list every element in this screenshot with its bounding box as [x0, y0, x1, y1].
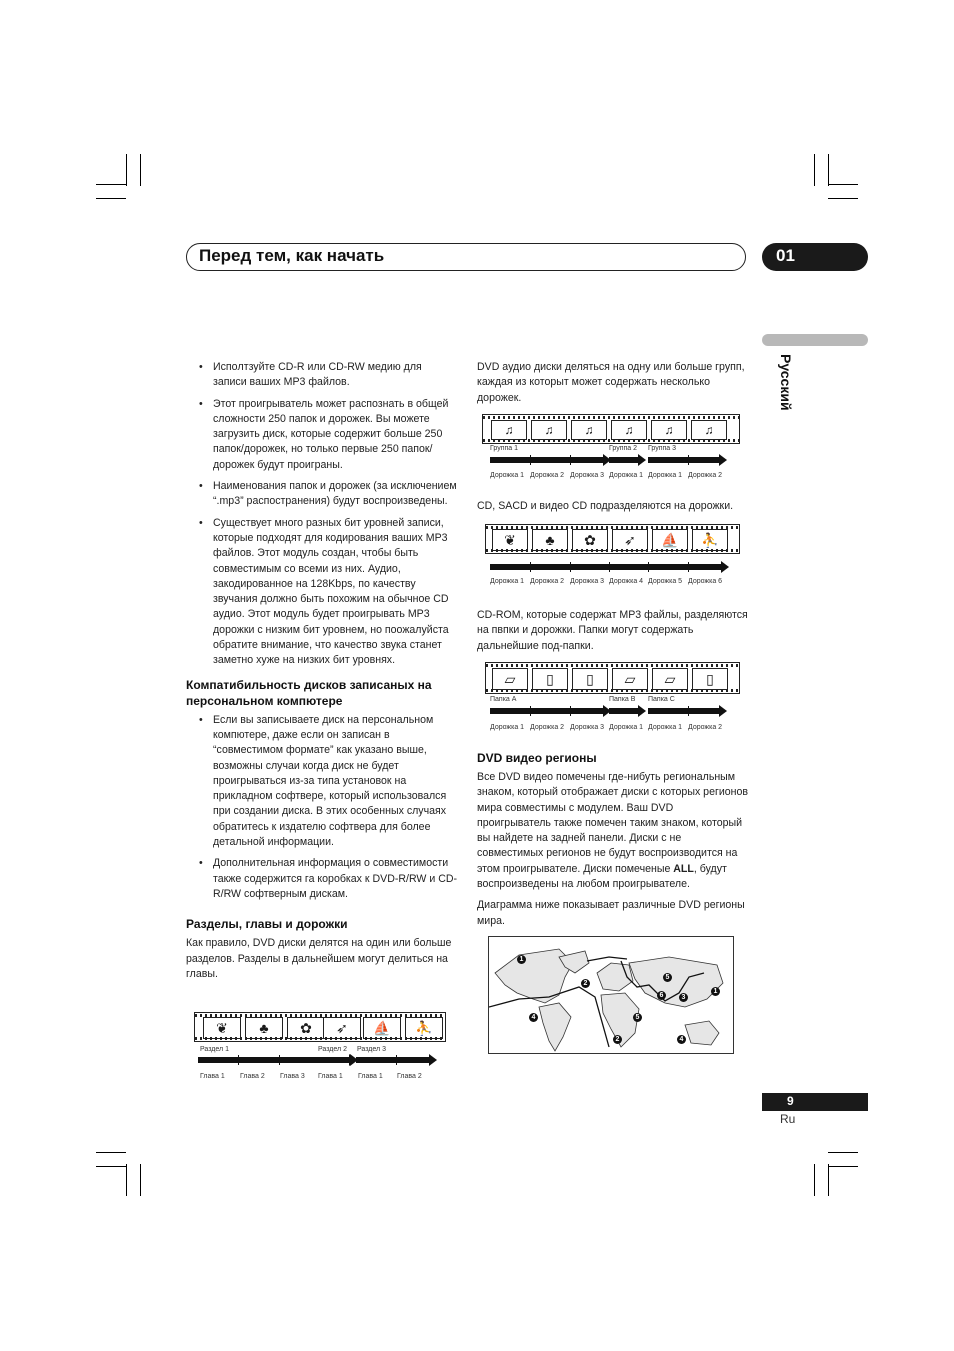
crop-mark: [828, 1166, 858, 1167]
list-item: • Если вы записываете диск на персональном компютере, даже если он записан в “совместимом формате” как указано выше, возможны случаи когда диск не будет проигрываться из-за типа установок на прикладном софтвере, который использовался при создании диска. В этих особенных случаях обратитесь к издателю софтвера для более детальной информации.: [186, 713, 458, 851]
title-arrow: [317, 1057, 351, 1063]
page-number: 9: [762, 1093, 868, 1111]
region-marker: 5: [633, 1013, 642, 1022]
disc-frame: ♫: [571, 420, 607, 440]
crop-mark: [140, 1164, 141, 1196]
disc-frame: ♫: [611, 420, 647, 440]
disc-strip: [194, 1012, 446, 1042]
regions-all-mark: ALL: [673, 862, 694, 875]
track-divider: [688, 455, 689, 465]
disc-frame: ♫: [651, 420, 687, 440]
crop-mark: [126, 154, 127, 186]
crop-mark: [828, 1164, 829, 1196]
map-intro: Диаграмма ниже показывает различные DVD регионы мира.: [477, 899, 745, 927]
chapter-label: Глава 3: [280, 1073, 305, 1080]
flower-icon: ✿: [287, 1017, 325, 1039]
track-label: Дорожка 6: [688, 578, 723, 585]
region-marker: 6: [657, 991, 666, 1000]
track-divider: [648, 562, 649, 572]
regions-text: Все DVD видео помечены где-нибуть региональным знаком, который отображает диски с которых регионов мира совместимы с модулем. Ваш DVD проигрыватель также помечен таким знаком, который вы найдете на задней панели. Диски с не совместимых регионов не будут воспроизводится на этом проигрывателе. Диски помеченые: [477, 771, 749, 875]
folder-icon: ▱: [612, 668, 648, 690]
leaf-icon: ❦: [203, 1017, 241, 1039]
track-label: Дорожка 5: [648, 578, 683, 585]
track-divider: [570, 706, 571, 716]
track-divider: [530, 706, 531, 716]
title-label: Раздел 1: [200, 1046, 229, 1053]
tree-icon: ♣: [532, 529, 568, 551]
page-language-code: Ru: [780, 1112, 796, 1126]
crop-mark: [828, 1152, 858, 1153]
group-label: Группа 2: [609, 445, 638, 452]
regions-heading: DVD видео регионы: [477, 751, 597, 765]
language-tab-bar: [762, 334, 868, 346]
crop-mark: [828, 198, 858, 199]
crop-mark: [828, 154, 829, 186]
australia-shape: [685, 1021, 719, 1045]
bird-icon: ➶: [323, 1017, 361, 1039]
cd-diagram: [482, 524, 744, 602]
chapter-label: Глава 2: [397, 1073, 422, 1080]
region-marker: 4: [677, 1035, 686, 1044]
language-label: Русский: [778, 354, 794, 411]
track-label: Дорожка 1: [490, 578, 525, 585]
title-arrow: [356, 1057, 430, 1063]
compat-bullet-list: [186, 713, 458, 903]
folder-label: Папка A: [490, 696, 517, 703]
folder-label: Папка C: [648, 696, 675, 703]
track-label: Дорожка 3: [570, 724, 605, 731]
region-marker: 2: [581, 979, 590, 988]
crop-mark: [828, 184, 858, 185]
folder-arrow: [648, 708, 720, 714]
bird-icon: ➶: [612, 529, 648, 551]
page-header: [186, 243, 746, 271]
list-item: • Испoлтзуйте CD-R или CD-RW медию для записи ваших MP3 файлов.: [186, 360, 458, 391]
track-label: Дорожка 2: [688, 472, 723, 479]
regions-section: [477, 748, 749, 935]
crop-mark: [96, 184, 126, 185]
track-divider: [688, 706, 689, 716]
region-marker: 5: [663, 973, 672, 982]
south-america-shape: [539, 1003, 571, 1051]
skater-icon: ⛹: [692, 529, 728, 551]
disc-frame: ♫: [691, 420, 727, 440]
track-label: Дорожка 3: [570, 472, 605, 479]
title-label: Раздел 2: [318, 1046, 347, 1053]
chapter-label: Глава 1: [358, 1073, 383, 1080]
list-item: • Этот проигрыватель может распознать в общей сложности 250 папок и дорожек. Вы можете загрузить диск, которые содержит больше 250 папок/дорожек, но только первые 250 папок/дорожек будут проиграны.: [186, 397, 458, 473]
folder-icon: ▱: [652, 668, 688, 690]
folder-arrow: [609, 708, 639, 714]
group-label: Группа 3: [648, 445, 677, 452]
track-label: Дорожка 1: [609, 472, 644, 479]
regions-paragraph: [477, 770, 749, 892]
track-divider: [688, 562, 689, 572]
track-label: Дорожка 4: [609, 578, 644, 585]
chapter-label: Глава 2: [240, 1073, 265, 1080]
tree-icon: ♣: [245, 1017, 283, 1039]
regions-text: , будут воспроизведены на любом проигрывателе.: [477, 862, 727, 891]
left-column: [186, 360, 458, 988]
flower-icon: ✿: [572, 529, 608, 551]
folder-arrow: [490, 708, 604, 714]
group-label: Группа 1: [490, 445, 519, 452]
chapter-divider: [279, 1055, 280, 1065]
windsurf-icon: ⛵: [652, 529, 688, 551]
crop-mark: [814, 154, 815, 186]
track-label: Дорожка 1: [648, 724, 683, 731]
region-marker: 4: [529, 1013, 538, 1022]
track-divider: [530, 562, 531, 572]
disc-strip: [485, 524, 740, 554]
windsurf-icon: ⛵: [363, 1017, 401, 1039]
track-label: Дорожка 2: [530, 724, 565, 731]
disc-frame: ♫: [531, 420, 567, 440]
group-arrow: [609, 457, 639, 463]
crop-mark: [814, 1164, 815, 1196]
chapter-label: Глава 1: [200, 1073, 225, 1080]
dvd-audio-paragraph: DVD аудио диски деляться на одну или больше групп, каждая из которыт может содержать несколько дорожек.: [477, 361, 745, 404]
world-map-graphic: [489, 937, 733, 1053]
asia-shape: [629, 957, 723, 1007]
chapter-badge: 01: [762, 243, 868, 271]
cdrom-diagram: [482, 662, 744, 744]
crop-mark: [96, 1166, 126, 1167]
folder-label: Папка B: [609, 696, 636, 703]
region-marker: 1: [517, 955, 526, 964]
chapter-divider: [238, 1055, 239, 1065]
disc-frame: ♫: [491, 420, 527, 440]
crop-mark: [140, 154, 141, 186]
title-label: Раздел 3: [357, 1046, 386, 1053]
cdrom-paragraph: CD-ROM, которые содержат MP3 файлы, разделяются на пвпки и дорожки. Папки могут содержать дальнейшие под-папки.: [477, 609, 748, 652]
track-label: Дорожка 1: [490, 472, 525, 479]
group-arrow: [490, 457, 604, 463]
crop-mark: [96, 1152, 126, 1153]
folder-icon: ▱: [492, 668, 528, 690]
track-divider: [570, 562, 571, 572]
file-icon: ▯: [692, 668, 728, 690]
region-marker: 1: [711, 987, 720, 996]
track-label: Дорожка 2: [688, 724, 723, 731]
file-icon: ▯: [532, 668, 568, 690]
dvd-region-map: [488, 936, 734, 1054]
track-label: Дорожка 2: [530, 472, 565, 479]
dvd-structure-diagram: [186, 1012, 448, 1084]
leaf-icon: ❦: [492, 529, 528, 551]
dvd-audio-diagram: [482, 414, 744, 494]
track-divider: [609, 562, 610, 572]
track-divider: [530, 455, 531, 465]
disc-strip: [482, 414, 740, 444]
chapter-divider: [396, 1055, 397, 1065]
group-arrow: [648, 457, 720, 463]
list-item: • Наименования папок и дорожек (за исключением “.mp3” распостранения) будут воспроизведены.: [186, 479, 458, 510]
track-label: Дорожка 2: [530, 578, 565, 585]
page-title: Перед тем, как начать: [199, 246, 385, 265]
titles-paragraph: Как правило, DVD диски делятся на один или больше разделов. Разделы в дальнейшем могут делиться на главы.: [186, 937, 452, 980]
cd-paragraph: CD, SACD и видео CD подразделяются на дорожки.: [477, 500, 734, 512]
region-border: [587, 957, 627, 961]
file-icon: ▯: [572, 668, 608, 690]
track-label: Дорожка 1: [490, 724, 525, 731]
track-label: Дорожка 3: [570, 578, 605, 585]
mp3-bullet-list: [186, 360, 458, 669]
crop-mark: [126, 1164, 127, 1196]
titles-heading: Разделы, главы и дорожки: [186, 917, 348, 932]
track-divider: [570, 455, 571, 465]
track-label: Дорожка 1: [648, 472, 683, 479]
disc-strip: [485, 662, 740, 694]
track-label: Дорожка 1: [609, 724, 644, 731]
compat-heading: Компатибильность дисков записаных на персональном компютере: [186, 677, 432, 708]
region-marker: 3: [679, 993, 688, 1002]
list-item: • Существует много разных бит уровней записи, которые подходят для кодирования ваших MP3 файлов. Этот модуль создан, чтобы быть совместимым со всеми из них. Аудио, закодированное на 128Kbps, по качеству звучания должно быть похожим на обычное CD аудио. Этот модуль будет проигрывать MP3 дорожки с низким бит уровнем, но поожалуйста обратите внимание, что качество звука станет заметно хуже на низких бит уровнях.: [186, 516, 458, 669]
list-item: • Дополнительная информация о совместимости также содержится га коробках к DVD-R/RW и CD-R/RW софтверным дискам.: [186, 856, 458, 902]
skater-icon: ⛹: [405, 1017, 443, 1039]
chapter-label: Глава 1: [318, 1073, 343, 1080]
crop-mark: [96, 198, 126, 199]
region-marker: 2: [613, 1035, 622, 1044]
